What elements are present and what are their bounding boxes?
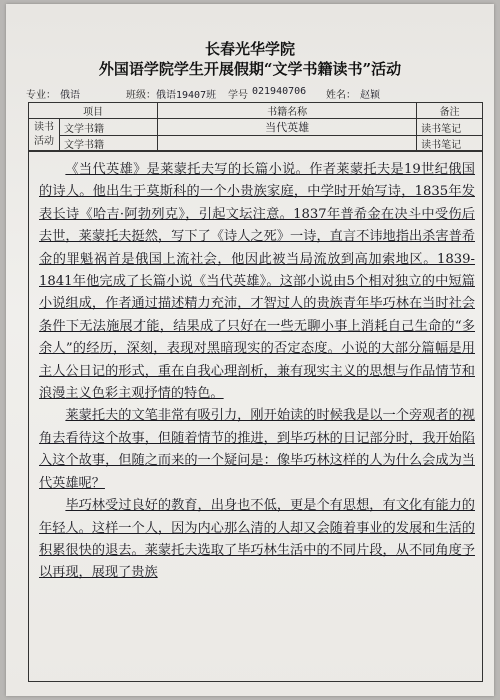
row-notes: 读书笔记 xyxy=(417,119,483,136)
row-book-name: 当代英雄 xyxy=(158,119,417,136)
essay-paragraph: 《当代英雄》是莱蒙托夫写的长篇小说。作者莱蒙托夫是19世纪俄国的诗人。他出生于莫斯科的一个小贵族家庭，中学时开始写诗，1835年发表长诗《哈吉·阿勃列克》，引起文坛注意。1837年普希金在决斗中受伤后去世，莱蒙托夫挺然，写下了《诗人之死》一诗，直言不讳地指出杀害普希金的罪魁祸首是俄国上流社会，他因此被当局流放到高加索地区。1839-1841年他完成了长篇小说《当代英雄》。这部小说由5个相对独立的中短篇小说组成，作者通过描述精力充沛，才智过人的贵族青年毕巧林在当时社会条件下无法施展才能，结果成了只好在一些无聊小事上消耗自己生命的“多余人”的经历，深刻，表现对黑暗现实的否定态度。小说的大部分篇幅是用主人公日记的形式，重在自我心理剖析，兼有现实主义的思想与作品情节和浪漫主义色彩主观抒情的特色。 xyxy=(39,162,475,402)
essay-box xyxy=(28,150,483,682)
essay-paragraph: 莱蒙托夫的文笔非常有吸引力，刚开始读的时候我是以一个旁观者的视角去看待这个故事，但随着情节的推进，到毕巧林的日记部分时，我开始陷入这个故事，但随之而来的一个疑问是：像毕巧林这样的人为什么会成为当代英雄呢？ xyxy=(39,408,475,491)
name-value: 赵颖 xyxy=(360,90,380,101)
id-value: 021940706 xyxy=(252,86,307,97)
page-title: 长春光华学院 xyxy=(204,40,295,58)
student-info-row xyxy=(26,86,486,102)
essay-paragraph: 毕巧林受过良好的教育，出身也不低，更是个有思想，有文化有能力的年轻人。这样一个人，因为内心那么清的人却又会随着事业的发展和生活的积累很快的退去。莱蒙托夫选取了毕巧林生活中的不同片段，从不同角度予以再现，展现了贵族 xyxy=(39,498,475,581)
book-table xyxy=(28,102,483,152)
activity-title: 外国语学院学生开展假期“文学书籍读书”活动 xyxy=(98,60,402,78)
id-label: 学号 xyxy=(228,90,248,101)
major-label: 专业： xyxy=(26,90,56,101)
group-label: 读书活动 xyxy=(29,119,60,152)
class-value: 俄语19407班 xyxy=(156,90,217,101)
header-notes: 备注 xyxy=(417,103,483,119)
name-label: 姓名： xyxy=(326,90,356,101)
major-value: 俄语 xyxy=(60,90,80,101)
essay-text xyxy=(39,159,475,585)
header-item: 项目 xyxy=(29,103,158,119)
row-notes: 读书笔记 xyxy=(417,136,483,152)
class-label: 班级： xyxy=(126,90,156,101)
header-book-name: 书籍名称 xyxy=(158,103,417,119)
table-header-row xyxy=(29,103,483,119)
table-row xyxy=(29,119,483,136)
document-sheet xyxy=(6,4,494,696)
row-item: 文学书籍 xyxy=(60,119,158,136)
row-item: 文学书籍 xyxy=(60,136,158,152)
